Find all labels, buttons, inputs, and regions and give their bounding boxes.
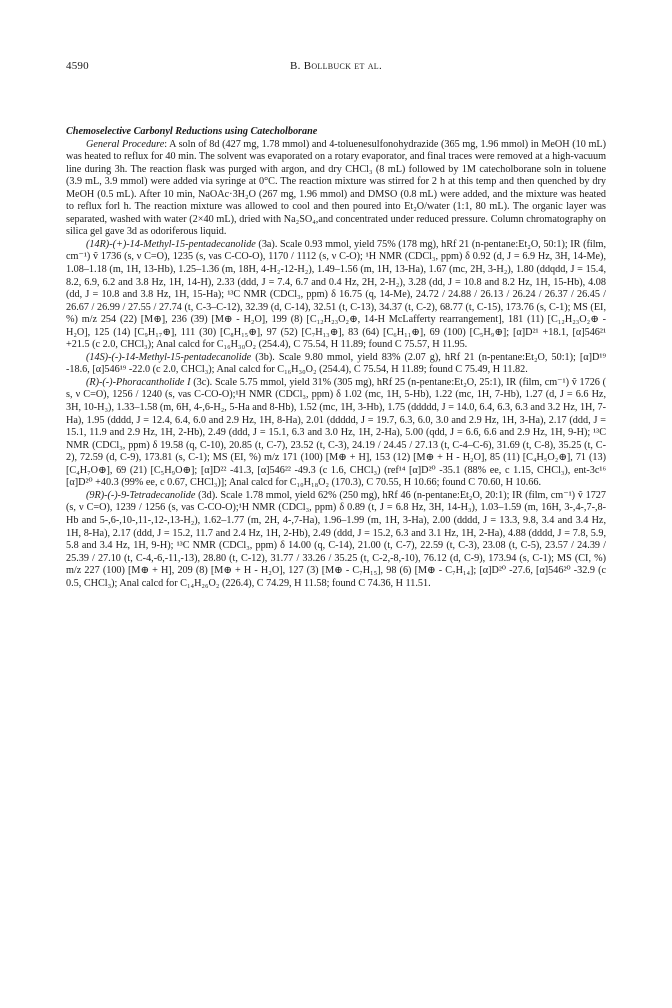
page-header [66,60,606,78]
paragraph-general-procedure [66,139,606,239]
running-head: B. Bollbuck et al. [289,60,383,72]
compound-3d-text: (3d). Scale 1.78 mmol, yield 62% (250 mg), hRf 46 (n-pentane:Et₂O, 20:1); IR (film, cm⁻¹) ṽ 1727 (s, ν C=O), 1239 / 1256 (s, νas C-CO-O);¹H NMR (CDCl₃, ppm) δ 0.89 (t, J = 6.8 Hz, 3H, 14-H₃), 1.03–1.59 (m, 16H, 3-,4-,7-,8-Hb and 5-,6-,10-,11-,12-,13-H₂), 1.62–1.77 (m, 2H, 4-,7-Ha), 1.96–1.99 (m, 1H, 3-Ha), 2.00 (dddd, J = 13.3, 9.8, 3.4 and 3.4 Hz, 1H, 8-Ha), 2.17 (ddd, J = 15.2, 11.7 and 2.4 Hz, 1H, 2-Hb), 2.49 (ddd, J = 15.2, 6.3 and 3.1 Hz, 1H, 2-Ha), 4.88 (dddd, J = 7.8, 5.9, 5.8 and 3.4 Hz, 1H, 9-H); ¹³C NMR (CDCl₃, ppm) δ 14.00 (q, C-14), 21.00 (t, C-7), 22.59 (t, C-3), 23.08 (t, C-5), 23.57 / 24.39 / 25.39 / 27.10 (t, C-4,-6,-11,-13), 28.80 (t, C-12), 31.77 / 33.26 / 35.25 (t, C-2,-8,-10), 76.12 (d, C-9), 173.94 (s, C-1); MS (CI, %) m/z 227 (100) [M⊕ + H], 209 (8) [M⊕ + H - H₂O], 127 (3) [M⊕ - C₇H₁₅], 98 (6) [M⊕ - C₇H₁₄]; [α]D²⁰ -27.6, [α]546²⁰ -32.9 (c 0.5, CHCl₃); Anal calcd for C₁₄H₂₆O₂ (226.4), C 74.29, H 11.58; found C 74.36, H 11.51. [66,489,606,589]
paragraph-compound-3c [66,377,606,490]
compound-3b-name: (14S)-(-)-14-Methyl-15-pentadecanolide [86,351,252,363]
page-number: 4590 [66,60,89,72]
general-procedure-text: : A soln of 8d (427 mg, 1.78 mmol) and 4-toluenesulfonohydrazide (365 mg, 1.96 mmol) in MeOH (10 mL) was heated to reflux for 40 min. The solvent was evaporated on a rotary evaporator, and final traces were removed at a high-vacuum line during 3h. The reaction flask was purged with argon, and dry CHCl₃ (8 mL) followed by 1M catecholborane soln in toluene (3.9 mL, 3.9 mmol) were added via syringe at 0°C. The reaction mixture was stirred for 2 h at this temp and then quenched by dry MeOH (0.5 mL). After 10 min, NaOAc·3H₂O (267 mg, 1.96 mmol) and DMSO (0.8 mL) were added, and the mixture was heated to reflux forl h. The reaction mixture was allowed to cool and then poured into Et₂O/water (1:1, 80 mL). The organic layer was separated, washed with water (2×40 mL), dried with Na₂SO₄,and concentrated under reduced pressure. Column chromatography on silica gel gave 3d as odoriferous liquid. [66,138,607,238]
compound-3a-name: (14R)-(+)-14-Methyl-15-pentadecanolide [86,238,256,250]
section-title: Chemoselective Carbonyl Reductions using Catecholborane [66,126,318,137]
paragraph-compound-3b [66,352,606,377]
compound-3b-text: (3b). Scale 9.80 mmol, yield 83% (2.07 g), hRf 21 (n-pentane:Et₂O, 50:1); [α]D¹⁹ -18.6, [α]546¹⁹ -22.0 (c 2.0, CHCl₃); Anal calcd for C₁₆H₃₀O₂ (254.4), C 75.54, H 11.89; found C 75.49, H 11.82. [66,351,606,376]
compound-3a-text: (3a). Scale 0.93 mmol, yield 75% (178 mg), hRf 21 (n-pentane:Et₂O, 50:1); IR (film, cm⁻¹) ṽ 1736 (s, ν C=O), 1235 (s, νas C-CO-O), 1170 / 1112 (s, ν C-O); ¹H NMR (CDCl₃, ppm) δ 0.92 (d, J = 6.9 Hz, 3H, 14-Me), 1.08–1.18 (m, 1H, 13-Hb), 1.25–1.36 (m, 18H, 4-H₂-12-H₂), 1.49–1.56 (m, 1H, 13-Ha), 1.67 (mc, 2H, 3-H₂), 1.80 (ddqdd, J = 15.4, 8.2, 6.9, 6.2 and 3.8 Hz, 1H, 14-H), 2.33 (ddd, J = 7.4, 6.7 and 0.4 Hz, 2H, 2-H₂), 3.28 (dd, J = 10.8 and 8.2 Hz, 1H, 15-Hb), 4.08 (dd, J = 10.8 and 3.8 Hz, 1H, 15-Ha); ¹³C NMR (CDCl₃, ppm) δ 16.75 (q, 14-Me), 24.72 / 24.88 / 26.13 / 26.24 / 26.37 / 26.45 / 26.67 / 26.99 / 27.55 / 27.74 (t, C-3–C-12), 32.39 (d, C-14), 32.51 (t, C-13), 34.37 (t, C-2), 68.77 (t, C-15), 173.76 (s, C-1); MS (EI, %) m/z 254 (22) [M⊕], 236 (39) [M⊕ - H₂O], 199 (8) [C₁₂H₂₃O₂⊕, 14-H McLafferty rearrangement], 181 (11) [C₁₂H₂₃O₂⊕ - H₂O], 125 (14) [C₉H₁₇⊕], 111 (30) [C₈H₁₅⊕], 97 (52) [C₇H₁₃⊕], 83 (64) [C₆H₁₁⊕], 69 (100) [C₅H₉⊕]; [α]D²¹ +18.1, [α]546²¹ +21.5 (c 2.0, CHCl₃); Anal calcd for C₁₆H₃₀O₂ (254.4), C 75.54, H 11.89; found C 75.57, H 11.95. [66,238,606,351]
compound-3d-name: (9R)-(-)-9-Tetradecanolide [86,489,196,501]
paragraph-compound-3a [66,239,606,352]
body-text [66,126,606,590]
paragraph-compound-3d [66,490,606,590]
general-procedure-lead: General Procedure [86,138,165,150]
compound-3c-name: (R)-(-)-Phoracantholide I [86,376,191,388]
compound-3c-text: (3c). Scale 5.75 mmol, yield 31% (305 mg), hRf 25 (n-pentane:Et₂O, 25:1), IR (film, cm⁻¹) ṽ 1726 ( s, ν C=O), 1256 / 1240 (s, νas C-CO-O);¹H NMR (CDCl₃, ppm) δ 1.02 (mc, 1H, 5-Hb), 1.22 (mc, 1H, 7-Hb), 1.27 (d, J = 6.6 Hz, 3H, 10-H₃), 1.33–1.58 (m, 6H, 4-,6-H₂, 5-Ha and 8-Hb), 1.52 (mc, 1H, 3-Hb), 1.75 (ddddd, J = 14.0, 6.4, 6.3, 6.3 and 3.2 Hz, 1H, 7-Ha), 1.95 (dddd, J = 12.4, 6.4, 6.0 and 2.9 Hz, 1H, 8-Ha), 2.01 (ddddd, J = 19.7, 6.3, 6.0, 3.0 and 2.9 Hz, 1H, 3-Ha), 2.17 (ddd, J = 15.1, 11.9 and 2.9 Hz, 1H, 2-Hb), 2.49 (ddd, J = 15.1, 6.3 and 3.0 Hz, 1H, 2-Ha), 5.00 (qdd, J = 6.6, 6.6 and 2.9 Hz, 1H, 9-H); ¹³C NMR (CDCl₃, ppm) δ 19.58 (q, C-10), 20.85 (t, C-7), 23.52 (t, C-3), 24.19 / 24.45 / 27.13 (t, C-4–C-6), 31.69 (t, C-8), 35.25 (t, C-2), 72.59 (d, C-9), 173.81 (s, C-1); MS (EI, %) m/z 171 (100) [M⊕ + H], 153 (12) [M⊕ + H - H₂O], 85 (11) [C₄H₅O₂⊕], 71 (13) [C₄H₇O⊕], 69 (21) [C₅H₉O⊕]; [α]D²² -41.3, [α]546²² -49.3 (c 1.6, CHCl₃) (ref¹⁴ [α]D²⁰ -35.1 (88% ee, c 1.15, CHCl₃), ent-3c¹⁶ [α]D²⁰ +40.3 (99% ee, c 0.67, CHCl₃)]; Anal calcd for C₁₀H₁₈O₂ (170.3), C 70.55, H 10.66; found C 70.60, H 10.66. [66,376,606,489]
